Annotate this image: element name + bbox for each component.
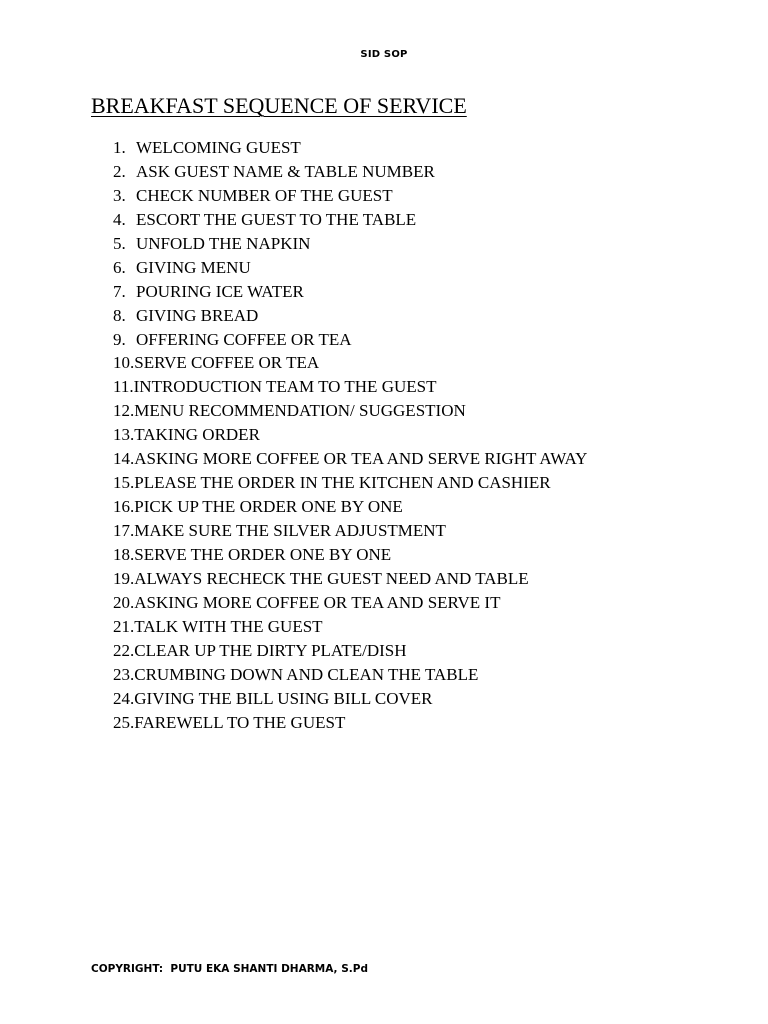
list-item	[113, 208, 587, 232]
step-number: 23.	[113, 664, 135, 684]
step-text: FAREWELL TO THE GUEST	[134, 712, 346, 732]
step-number: 20.	[113, 592, 135, 612]
list-item	[113, 328, 587, 352]
step-number: 13.	[113, 425, 135, 445]
list-item	[113, 184, 587, 208]
list-item	[113, 567, 587, 591]
list-item	[113, 351, 587, 375]
step-number: 21.	[113, 616, 135, 636]
list-item	[113, 304, 587, 328]
step-text: GIVING BREAD	[136, 305, 259, 325]
step-text: ASKING MORE COFFEE OR TEA AND SERVE IT	[134, 592, 501, 612]
step-text: PICK UP THE ORDER ONE BY ONE	[134, 497, 403, 517]
list-item	[113, 399, 587, 423]
list-item	[113, 519, 587, 543]
step-number: 2.	[113, 161, 126, 181]
step-number: 25.	[113, 712, 135, 732]
list-item	[113, 232, 587, 256]
list-item	[113, 280, 587, 304]
step-number: 10.	[113, 353, 135, 373]
step-text: UNFOLD THE NAPKIN	[136, 233, 311, 253]
step-number: 18.	[113, 544, 135, 564]
step-text: POURING ICE WATER	[136, 281, 304, 301]
list-item	[113, 375, 587, 399]
step-number: 22.	[113, 640, 135, 660]
step-number: 1.	[113, 138, 126, 157]
step-text: OFFERING COFFEE OR TEA	[136, 329, 352, 349]
step-number: 9.	[113, 329, 126, 349]
step-number: 24.	[113, 688, 135, 708]
step-text: GIVING THE BILL USING BILL COVER	[134, 688, 433, 708]
step-text: CRUMBING DOWN AND CLEAN THE TABLE	[134, 664, 479, 684]
copyright-footer: COPYRIGHT: PUTU EKA SHANTI DHARMA, S.Pd	[91, 963, 368, 975]
step-text: CLEAR UP THE DIRTY PLATE/DISH	[134, 640, 407, 660]
step-text: INTRODUCTION TEAM TO THE GUEST	[133, 377, 437, 397]
step-text: MAKE SURE THE SILVER ADJUSTMENT	[134, 521, 446, 540]
step-text: ASKING MORE COFFEE OR TEA AND SERVE RIGHT AWAY	[134, 449, 588, 469]
step-text: ASK GUEST NAME & TABLE NUMBER	[136, 161, 435, 181]
list-item	[113, 591, 587, 615]
list-item	[113, 160, 587, 184]
list-item	[113, 639, 587, 663]
document-title: BREAKFAST SEQUENCE OF SERVICE	[91, 93, 467, 118]
step-text: ALWAYS RECHECK THE GUEST NEED AND TABLE	[134, 568, 529, 588]
step-text: WELCOMING GUEST	[136, 138, 301, 157]
list-item	[113, 256, 587, 280]
list-item	[113, 495, 587, 519]
list-item	[113, 711, 587, 735]
list-item	[113, 447, 587, 471]
step-text: TAKING ORDER	[134, 425, 260, 445]
step-text: TALK WITH THE GUEST	[134, 616, 323, 636]
service-steps-list	[113, 136, 587, 734]
list-item	[113, 687, 587, 711]
step-text: SERVE THE ORDER ONE BY ONE	[134, 544, 392, 564]
list-item	[113, 543, 587, 567]
list-item	[113, 615, 587, 639]
step-text: CHECK NUMBER OF THE GUEST	[136, 185, 393, 205]
step-number: 12.	[113, 401, 135, 421]
step-number: 19.	[113, 568, 135, 588]
step-number: 8.	[113, 305, 126, 325]
step-number: 7.	[113, 281, 126, 301]
step-number: 5.	[113, 233, 126, 253]
step-text: GIVING MENU	[136, 257, 251, 277]
step-number: 15.	[113, 473, 135, 493]
list-item	[113, 423, 587, 447]
step-number: 16.	[113, 497, 135, 517]
list-item	[113, 663, 587, 687]
step-number: 14.	[113, 449, 135, 469]
step-number: 11.	[113, 377, 134, 397]
step-number: 4.	[113, 209, 126, 229]
step-text: ESCORT THE GUEST TO THE TABLE	[136, 209, 417, 229]
list-item	[113, 471, 587, 495]
list-item	[113, 136, 587, 160]
step-text: MENU RECOMMENDATION/ SUGGESTION	[134, 401, 466, 421]
step-number: 3.	[113, 185, 126, 205]
step-number: 6.	[113, 257, 126, 277]
step-text: SERVE COFFEE OR TEA	[134, 353, 320, 373]
page-header: SID SOP	[360, 49, 408, 60]
step-number: 17.	[113, 521, 135, 540]
step-text: PLEASE THE ORDER IN THE KITCHEN AND CASHIER	[134, 473, 551, 493]
